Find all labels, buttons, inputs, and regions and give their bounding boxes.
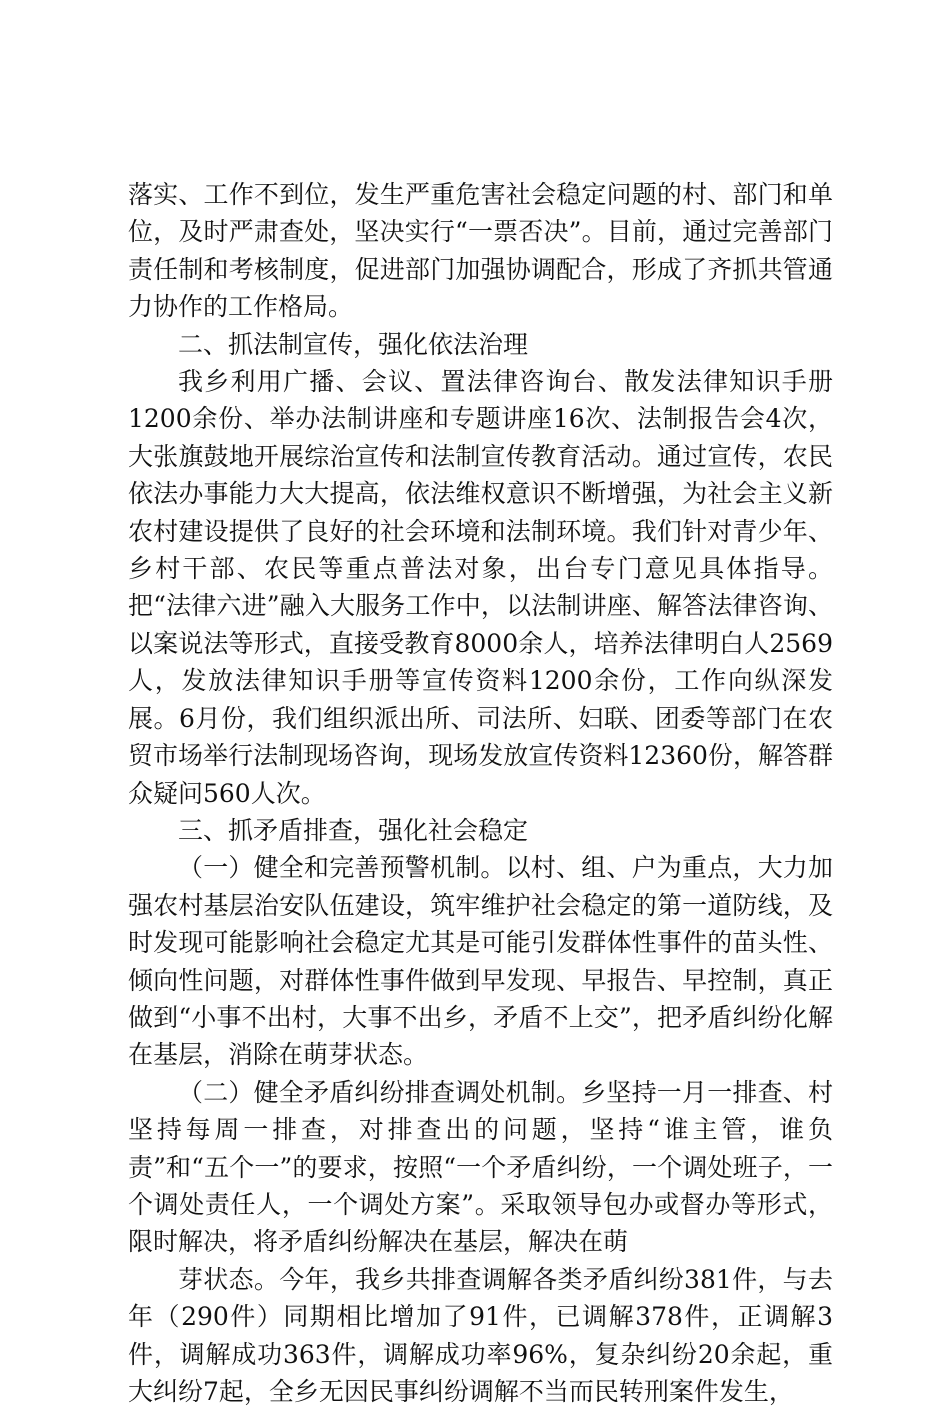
- paragraph-legal-publicity: 我乡利用广播、会议、置法律咨询台、散发法律知识手册1200余份、举办法制讲座和专题讲座16次、法制报告会4次，大张旗鼓地开展综治宣传和法制宣传教育活动。通过宣传，农民依法办事能力大大提高，依法维权意识不断增强，为社会主义新农村建设提供了良好的社会环境和法制环境。我们针对青少年、乡村干部、农民等重点普法对象，出台专门意见具体指导。把“法律六进”融入大服务工作中，以法制讲座、解答法律咨询、以案说法等形式，直接受教育8000余人，培养法律明白人2569人，发放法律知识手册等宣传资料1200余份，工作向纵深发展。6月份，我们组织派出所、司法所、妇联、团委等部门在农贸市场举行法制现场咨询，现场发放宣传资料12360份，解答群众疑问560人次。: [128, 367, 833, 808]
- paragraph-dispute-statistics: 芽状态。今年，我乡共排查调解各类矛盾纠纷381件，与去年（290件）同期相比增加了91件，已调解378件，正调解3件，调解成功363件，调解成功率96%，复杂纠纷20余起，重大纠纷7起，全乡无因民事纠纷调解不当而民转刑案件发生，: [128, 1264, 833, 1406]
- section-heading-3: 三、抓矛盾排查，强化社会稳定: [178, 815, 529, 845]
- paragraph-continued: 落实、工作不到位，发生严重危害社会稳定问题的村、部门和单位，及时严肃查处，坚决实行“一票否决”。目前，通过完善部门责任制和考核制度，促进部门加强协调配合，形成了齐抓共管通力协作的工作格局。: [128, 180, 833, 322]
- paragraph-early-warning: （一）健全和完善预警机制。以村、组、户为重点，大力加强农村基层治安队伍建设，筑牢维护社会稳定的第一道防线，及时发现可能影响社会稳定尤其是可能引发群体性事件的苗头性、倾向性问题，对群体性事件做到早发现、早报告、早控制，真正做到“小事不出村，大事不出乡，矛盾不上交”，把矛盾纠纷化解在基层，消除在萌芽状态。: [128, 853, 833, 1070]
- section-heading-2: 二、抓法制宣传，强化依法治理: [178, 329, 529, 359]
- paragraph-dispute-mechanism: （二）健全矛盾纠纷排查调处机制。乡坚持一月一排查、村坚持每周一排查，对排查出的问题，坚持“谁主管，谁负责”和“五个一”的要求，按照“一个矛盾纠纷，一个调处班子，一个调处责任人，一个调处方案”。采取领导包办或督办等形式，限时解决，将矛盾纠纷解决在基层，解决在萌: [128, 1077, 833, 1257]
- document-body: [128, 176, 833, 1410]
